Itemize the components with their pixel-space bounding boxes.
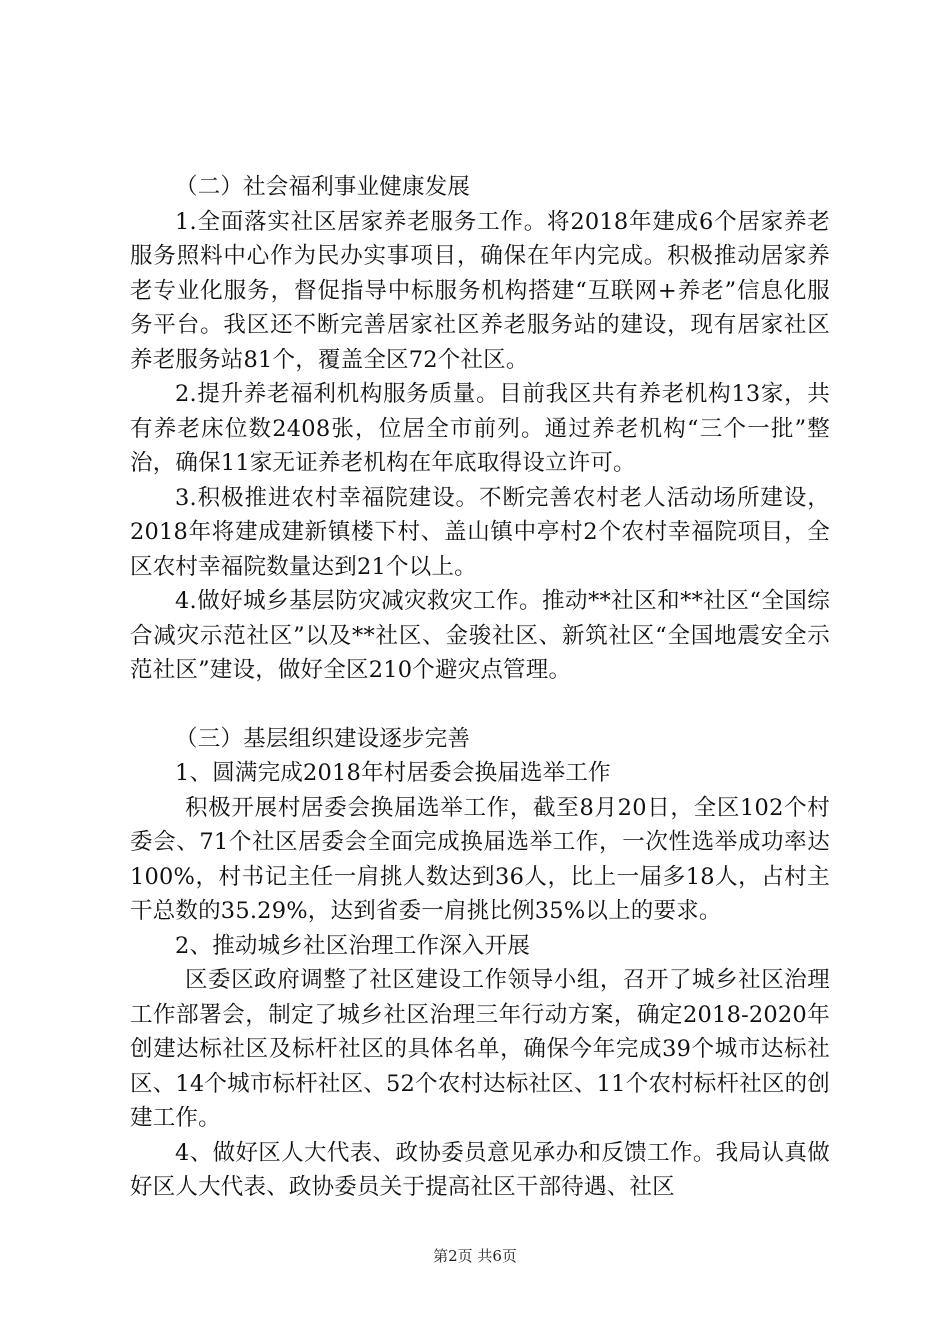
section-heading-organization: （三）基层组织建设逐步完善 [175, 725, 471, 752]
subsection-title-election: 1、圆满完成2018年村居委会换届选举工作 [175, 760, 611, 786]
section-heading-welfare: （二）社会福利事业健康发展 [175, 174, 471, 200]
welfare-item-2: 2.提升养老福利机构服务质量。目前我区共有养老机构13家，共有养老床位数2408张，位居全市前列。通过养老机构“三个一批”整治，确保11家无证养老机构在年底取得设立许可。 [130, 381, 830, 476]
paragraph-spacer [130, 688, 830, 722]
welfare-item-1: 1.全面落实社区居家养老服务工作。将2018年建成6个居家养老服务照料中心作为民办实事项目，确保在年内完成。积极推动居家养老专业化服务，督促指导中标服务机构搭建“互联网+养老”信息化服务平台。我区还不断完善居家社区养老服务站的建设，现有居家社区养老服务站81个，覆盖全区72个社区。 [130, 208, 830, 373]
subsection-title-governance: 2、推动城乡社区治理工作深入开展 [175, 932, 531, 959]
subsection-body-feedback: 4、做好区人大代表、政协委员意见承办和反馈工作。我局认真做好区人大代表、政协委员关于提高社区干部待遇、社区 [130, 1139, 830, 1200]
page-indicator: 第2页 共6页 [433, 1247, 517, 1265]
welfare-item-3: 3.积极推进农村幸福院建设。不断完善农村老人活动场所建设，2018年将建成建新镇楼下村、盖山镇中亭村2个农村幸福院项目，全区农村幸福院数量达到21个以上。 [130, 484, 830, 580]
welfare-item-4: 4.做好城乡基层防灾减灾救灾工作。推动**社区和**社区“全国综合减灾示范社区”以及**社区、金骏社区、新筑社区“全国地震安全示范社区”建设，做好全区210个避灾点管理。 [130, 588, 830, 683]
document-body [130, 170, 830, 1205]
subsection-body-election: 积极开展村居委会换届选举工作，截至8月20日，全区102个村委会、71个社区居委会全面完成换届选举工作，一次性选举成功率达100%，村书记主任一肩挑人数达到36人，比上一届多18人，占村主干总数的35.29%，达到省委一肩挑比例35%以上的要求。 [130, 794, 830, 924]
subsection-body-governance: 区委区政府调整了社区建设工作领导小组，召开了城乡社区治理工作部署会，制定了城乡社区治理三年行动方案，确定2018-2020年创建达标社区及标杆社区的具体名单，确保今年完成39个城市达标社区、14个城市标杆社区、52个农村达标社区、11个农村标杆社区的创建工作。 [130, 967, 830, 1131]
